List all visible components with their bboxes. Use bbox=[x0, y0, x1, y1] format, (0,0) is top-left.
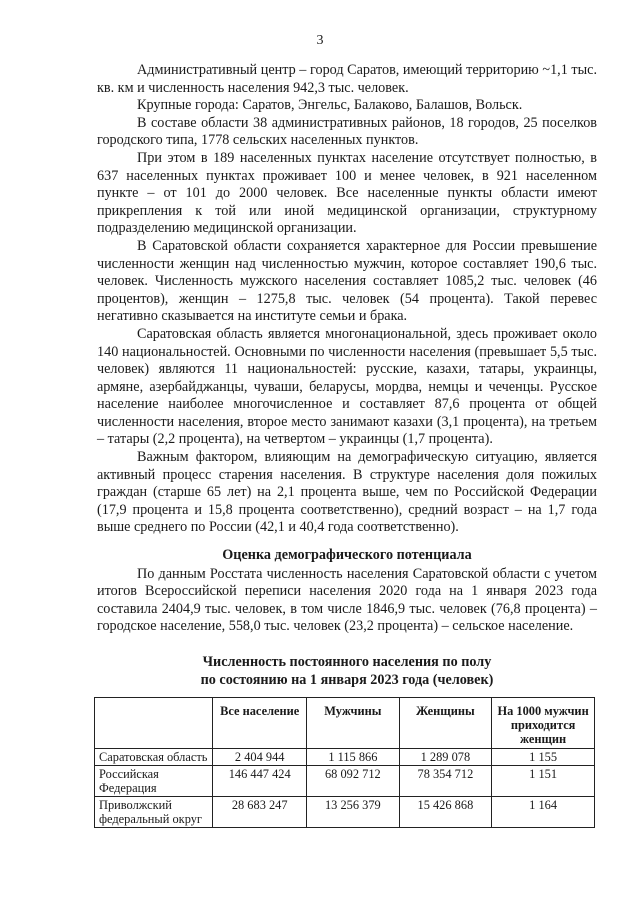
table-title-line-1: Численность постоянного населения по полу bbox=[202, 654, 492, 670]
paragraph-major-cities: Крупные города: Саратов, Энгельс, Балаково, Балашов, Вольск. bbox=[137, 97, 523, 114]
header-total: Все население bbox=[213, 698, 307, 749]
paragraph-admin-center: Административный центр – город Саратов, имеющий территорию ~1,1 тыс. кв. км и численность населения 942,3 тыс. человек. bbox=[97, 62, 597, 96]
paragraph-settlements: При этом в 189 населенных пунктах население отсутствует полностью, в 637 населенных пунктах проживает 100 и менее человек, в 921 населенном пункте – от 101 до 2000 человек. Все населенные пункты области имеют прикрепления к той или иной медицинской организации, структурному подразделению медицинской организации. bbox=[97, 149, 597, 237]
header-women: Женщины bbox=[399, 698, 492, 749]
header-region bbox=[95, 698, 213, 749]
cell-men: 13 256 379 bbox=[307, 797, 399, 828]
section-heading: Оценка демографического потенциала bbox=[222, 547, 472, 564]
cell-ratio: 1 155 bbox=[492, 749, 595, 766]
table-row bbox=[95, 766, 595, 797]
table-row bbox=[95, 749, 595, 766]
cell-total: 28 683 247 bbox=[213, 797, 307, 828]
table-title-line-2: по состоянию на 1 января 2023 года (человек) bbox=[200, 671, 494, 688]
cell-men: 1 115 866 bbox=[307, 749, 399, 766]
header-men: Мужчины bbox=[307, 698, 399, 749]
cell-men: 68 092 712 bbox=[307, 766, 399, 797]
population-table bbox=[94, 697, 595, 828]
paragraph-gender-ratio: В Саратовской области сохраняется характерное для России превышение численности женщин над численностью мужчин, которое составляет 190,6 тыс. человек. Численность мужского населения составляет 1085,2 тыс. человек (46 процентов), женщин – 1275,8 тыс. человек (54 процента). Такой перевес негативно сказывается на институте семьи и брака. bbox=[97, 237, 597, 325]
paragraph-population-estimate: По данным Росстата численность населения Саратовской области с учетом итогов Всероссийской переписи населения 2020 года на 1 января 2023 года составила 2404,9 тыс. человек, в том числе 1846,9 тыс. человек (76,8 процента) – городское население, 558,0 тыс. человек (23,2 процента) – сельское население. bbox=[97, 565, 597, 635]
cell-region: Приволжский федеральный округ bbox=[95, 797, 213, 828]
document-body bbox=[97, 62, 597, 828]
cell-women: 1 289 078 bbox=[399, 749, 492, 766]
header-ratio: На 1000 мужчин приходится женщин bbox=[492, 698, 595, 749]
cell-region: Саратовская область bbox=[95, 749, 213, 766]
paragraph-aging: Важным фактором, влияющим на демографическую ситуацию, является активный процесс старения населения. В структуре населения доля пожилых граждан (старше 65 лет) на 2,1 процента выше, чем по Российской Федерации (17,9 процента и 15,8 процента соответственно), средний возраст – на 1,7 года выше среднего по России (42,1 и 40,4 года соответственно). bbox=[97, 449, 597, 536]
cell-women: 78 354 712 bbox=[399, 766, 492, 797]
cell-ratio: 1 151 bbox=[492, 766, 595, 797]
cell-ratio: 1 164 bbox=[492, 797, 595, 828]
table-title bbox=[97, 654, 597, 689]
paragraph-administrative-units: В составе области 38 административных районов, 18 городов, 25 поселков городского типа, 1778 сельских населенных пунктов. bbox=[97, 114, 597, 149]
cell-total: 146 447 424 bbox=[213, 766, 307, 797]
page-number: 3 bbox=[316, 33, 324, 48]
cell-region: Российская Федерация bbox=[95, 766, 213, 797]
cell-total: 2 404 944 bbox=[213, 749, 307, 766]
paragraph-nationalities: Саратовская область является многонациональной, здесь проживает около 140 национальностей. Основными по численности населения (превышает 5,5 тыс. человек) являются 11 национальностей: русские, казахи, татары, украинцы, армяне, азербайджанцы, чуваши, беларусы, мордва, немцы и чеченцы. Русское население наиболее многочисленное и составляет 87,6 процента от общей численности населения, второе место занимают казахи (3,1 процента), на третьем – татары (2,2 процента), на четвертом – украинцы (1,7 процента). bbox=[97, 325, 597, 448]
table-row bbox=[95, 797, 595, 828]
cell-women: 15 426 868 bbox=[399, 797, 492, 828]
table-header-row bbox=[95, 698, 595, 749]
